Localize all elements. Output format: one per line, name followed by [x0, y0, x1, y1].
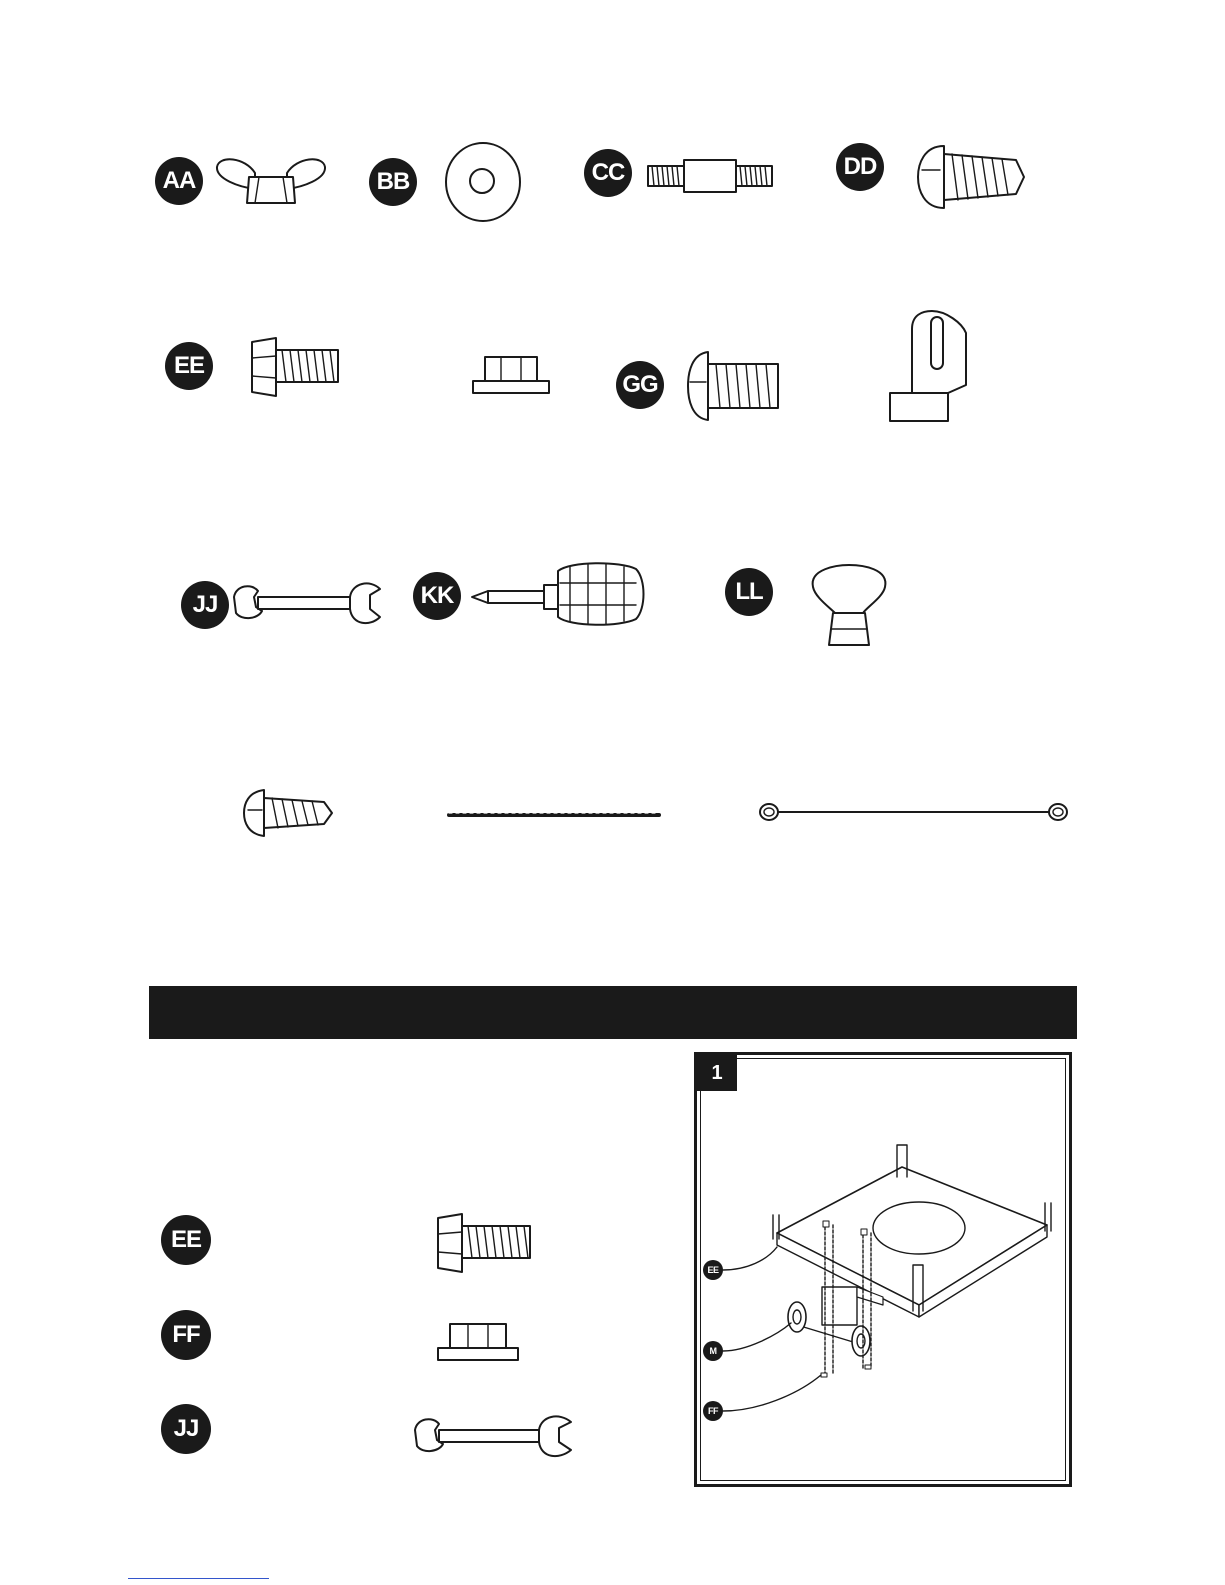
step-badge-ee: EE	[161, 1215, 211, 1265]
step-header-bar	[149, 986, 1077, 1039]
small-screw-icon	[242, 788, 336, 838]
screwdriver-icon	[470, 561, 644, 627]
step-number: 1	[697, 1055, 737, 1091]
wrench-icon	[232, 579, 382, 629]
callout-ee: EE	[703, 1260, 723, 1280]
twisted-wire-icon	[447, 808, 661, 822]
step-illustration	[694, 1052, 1072, 1487]
footer-link-underline[interactable]	[128, 1578, 269, 1579]
pan-head-screw-icon	[916, 140, 1026, 214]
wrench-icon	[413, 1412, 573, 1462]
flange-nut-icon	[436, 1320, 520, 1362]
badge-ll: LL	[725, 568, 773, 616]
badge-kk: KK	[413, 572, 461, 620]
wire-loop-icon	[757, 800, 1071, 824]
badge-dd: DD	[836, 143, 884, 191]
hex-bolt-icon	[436, 1212, 534, 1274]
badge-gg: GG	[616, 361, 664, 409]
cart-base-diagram	[697, 1055, 1069, 1484]
callout-m: M	[703, 1341, 723, 1361]
flange-nut-icon	[471, 353, 551, 395]
knob-icon	[807, 563, 891, 649]
wing-nut-icon	[215, 155, 327, 207]
callout-ff: FF	[703, 1401, 723, 1421]
double-end-stud-icon	[646, 158, 774, 194]
badge-cc: CC	[584, 149, 632, 197]
badge-ee: EE	[165, 342, 213, 390]
badge-bb: BB	[369, 158, 417, 206]
bracket-icon	[888, 309, 972, 427]
badge-aa: AA	[155, 157, 203, 205]
step-badge-ff: FF	[161, 1310, 211, 1360]
truss-head-screw-icon	[686, 348, 782, 424]
step-badge-jj: JJ	[161, 1404, 211, 1454]
badge-jj: JJ	[181, 581, 229, 629]
hex-bolt-icon	[250, 336, 342, 398]
flat-washer-icon	[443, 141, 523, 223]
